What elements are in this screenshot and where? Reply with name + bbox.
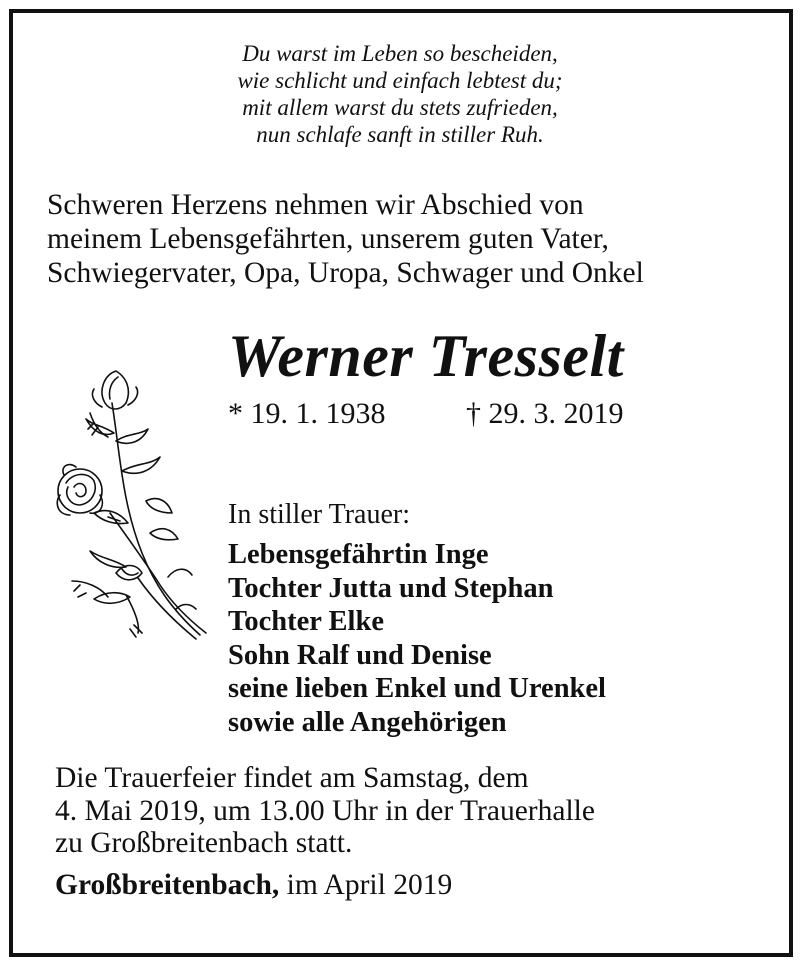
funeral-details bbox=[55, 762, 755, 860]
mourner-entry: seine lieben Enkel und Urenkel bbox=[228, 673, 606, 705]
birth-date: * 19. 1. 1938 bbox=[228, 397, 386, 430]
poem-line: wie schlicht und einfach lebtest du; bbox=[237, 68, 563, 93]
death-date: † 29. 3. 2019 bbox=[466, 397, 624, 430]
closing-date: im April 2019 bbox=[286, 869, 453, 901]
ceremony-line: Die Trauerfeier findet am Samstag, dem bbox=[55, 762, 529, 794]
mourning-label: In stiller Trauer: bbox=[228, 499, 410, 530]
farewell-intro bbox=[47, 188, 757, 290]
rose-illustration-icon bbox=[50, 363, 215, 643]
closing-place: Großbreitenbach, bbox=[55, 869, 280, 901]
mourner-entry: Tochter Jutta und Stephan bbox=[228, 572, 554, 604]
intro-line: Schwiegervater, Opa, Uropa, Schwager und Onkel bbox=[47, 257, 644, 289]
deceased-name: Werner Tresselt bbox=[228, 323, 624, 389]
memorial-poem bbox=[0, 40, 800, 148]
intro-line: meinem Lebensgefährten, unserem guten Vater, bbox=[47, 223, 609, 255]
ceremony-line: zu Großbreitenbach statt. bbox=[55, 827, 353, 859]
place-and-date bbox=[55, 868, 452, 902]
intro-line: Schweren Herzens nehmen wir Abschied von bbox=[47, 189, 584, 221]
mourner-entry: Lebensgefährtin Inge bbox=[228, 539, 489, 570]
mourners-list bbox=[228, 538, 606, 740]
mourner-entry: Tochter Elke bbox=[228, 606, 384, 638]
poem-line: mit allem warst du stets zufrieden, bbox=[242, 95, 558, 120]
ceremony-line: 4. Mai 2019, um 13.00 Uhr in der Trauerhalle bbox=[55, 794, 595, 827]
poem-line: nun schlafe sanft in stiller Ruh. bbox=[256, 122, 544, 147]
mourner-entry: sowie alle Angehörigen bbox=[228, 706, 507, 738]
poem-line: Du warst im Leben so bescheiden, bbox=[242, 41, 558, 66]
mourner-entry: Sohn Ralf und Denise bbox=[228, 639, 492, 671]
